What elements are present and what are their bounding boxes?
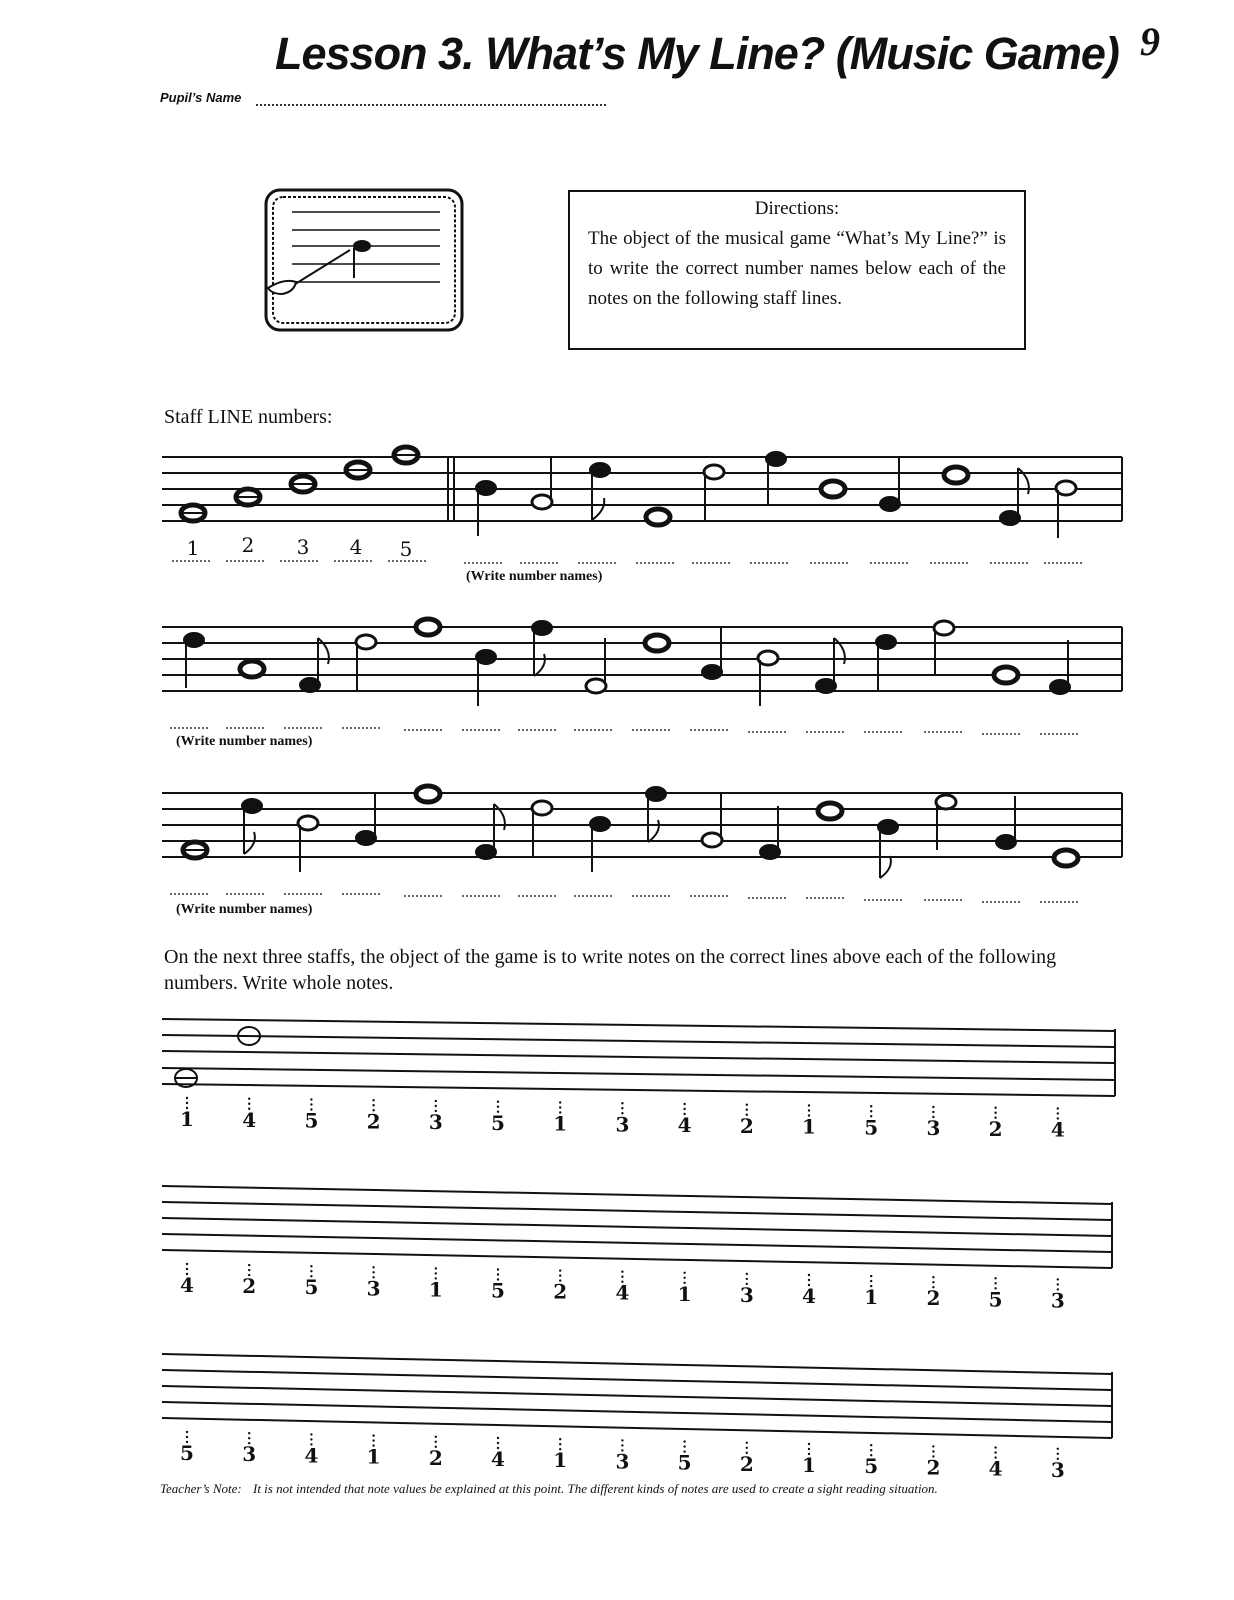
line-number-labels [187, 533, 413, 561]
number-guide-dot [994, 1446, 996, 1448]
number-guide-dot [1057, 1112, 1059, 1114]
answer-blanks[interactable] [172, 561, 1084, 563]
number-guide-dot [808, 1443, 810, 1445]
number-guide-dot [559, 1269, 561, 1271]
target-line-number: 3 [366, 1276, 381, 1301]
number-guide-dot [932, 1106, 934, 1108]
directions-box [568, 190, 1026, 350]
example-notes [181, 447, 418, 521]
target-line-number: 2 [739, 1451, 754, 1476]
target-line-number: 2 [739, 1113, 754, 1138]
target-line-number: 1 [677, 1281, 692, 1306]
number-guide-dot [248, 1432, 250, 1434]
target-line-number: 4 [677, 1113, 692, 1137]
number-guide-dot [870, 1110, 872, 1112]
target-line-number: 3 [739, 1282, 754, 1307]
number-guide-dot [372, 1266, 374, 1268]
number-guide-dot [994, 1282, 996, 1284]
number-guide-dot [808, 1279, 810, 1281]
number-guide-dot [870, 1444, 872, 1446]
line-number: 5 [399, 537, 413, 561]
number-guide-dot [1057, 1107, 1059, 1109]
write-number-names-caption: (Write number names) [176, 902, 313, 917]
target-line-number: 2 [926, 1455, 941, 1478]
number-guide-dot [497, 1437, 499, 1439]
target-line-number: 4 [802, 1284, 816, 1308]
number-guide-dot [746, 1447, 748, 1449]
number-guide-dot [808, 1448, 810, 1450]
teacher-note-label: Teacher’s Note: [160, 1481, 242, 1496]
writing-staff-1[interactable] [160, 1012, 1130, 1142]
target-line-number: 5 [304, 1108, 319, 1133]
number-guide-dot [248, 1098, 250, 1100]
target-line-number: 4 [615, 1280, 630, 1305]
number-guide-dot [746, 1278, 748, 1280]
number-guide-dot [186, 1097, 188, 1099]
line-number: 2 [241, 533, 255, 557]
number-guide-dot [994, 1277, 996, 1279]
number-guide-dot [186, 1268, 188, 1270]
target-line-number: 3 [428, 1110, 443, 1134]
target-line-number: 1 [428, 1277, 443, 1302]
number-guide-dot [621, 1276, 623, 1278]
number-guide-dot [683, 1277, 685, 1279]
number-guide-dot [310, 1265, 312, 1267]
target-line-number: 3 [242, 1442, 257, 1467]
target-line-number: 1 [802, 1114, 816, 1139]
number-guide-dot [994, 1107, 996, 1109]
number-guide-dot [248, 1103, 250, 1105]
number-guide-dot [683, 1272, 685, 1274]
number-guide-dot [435, 1100, 437, 1102]
number-guide-dot [372, 1434, 374, 1436]
line-number: 3 [296, 535, 310, 559]
target-line-number: 4 [242, 1107, 257, 1132]
staff-line-numbers-label: Staff LINE numbers: [164, 406, 333, 428]
number-guide-dot [497, 1273, 499, 1275]
number-guide-dot [559, 1443, 561, 1445]
writing-staff-3[interactable] [160, 1348, 1130, 1478]
number-guide-dot [683, 1103, 685, 1105]
number-guide-dot [621, 1271, 623, 1273]
writing-staff-2[interactable] [160, 1178, 1130, 1308]
write-number-names-caption: (Write number names) [176, 734, 313, 749]
number-guide-dot [621, 1107, 623, 1109]
line-number: 1 [186, 536, 200, 560]
number-guide-dot [994, 1112, 996, 1114]
number-guide-dot [808, 1274, 810, 1276]
number-guide-dot [186, 1431, 188, 1433]
number-guide-dot [497, 1106, 499, 1108]
chalkboard-illustration [262, 186, 468, 336]
number-guide-dot [1057, 1283, 1059, 1285]
number-guide-dot [621, 1102, 623, 1104]
target-line-number: 1 [802, 1453, 816, 1477]
number-guide-dot [932, 1276, 934, 1278]
number-guide-dot [1057, 1278, 1059, 1280]
target-line-number: 4 [304, 1443, 319, 1468]
number-guide-dot [559, 1101, 561, 1103]
target-line-number: 3 [615, 1449, 630, 1474]
number-guide-dot [870, 1449, 872, 1451]
number-guide-dot [435, 1267, 437, 1269]
directions-title: Directions: [754, 198, 840, 219]
target-line-number: 5 [864, 1454, 879, 1478]
section2-instructions: On the next three staffs, the object of the game is to write notes on the correct lines above each of the following numbers. Write whole notes. [164, 946, 1057, 994]
directions-text: The object of the musical game “What’s My Line?” is to write the correct number names below each of the notes on the following staff lines. [588, 228, 1006, 309]
number-guide-dot [497, 1442, 499, 1444]
number-guide-dot [683, 1440, 685, 1442]
number-guide-dot [808, 1104, 810, 1106]
number-guide-dot [435, 1436, 437, 1438]
pupil-name-field[interactable] [256, 104, 606, 106]
number-guide-dot [621, 1439, 623, 1441]
number-guide-dot [808, 1109, 810, 1111]
target-line-number: 3 [1050, 1457, 1065, 1478]
target-line-number: 5 [491, 1278, 505, 1303]
number-guide-dot [932, 1281, 934, 1283]
number-guide-dot [870, 1105, 872, 1107]
target-line-number: 1 [864, 1285, 879, 1308]
number-guide-dot [746, 1109, 748, 1111]
number-guide-dot [497, 1268, 499, 1270]
number-guide-dot [870, 1280, 872, 1282]
number-guide-dot [310, 1103, 312, 1105]
reading-staff-1 [160, 440, 1130, 580]
target-line-number: 4 [180, 1273, 194, 1297]
number-guide-dot [621, 1444, 623, 1446]
number-guide-dot [870, 1275, 872, 1277]
target-line-number: 5 [491, 1110, 505, 1135]
target-line-number: 5 [304, 1275, 319, 1300]
target-line-number: 4 [491, 1447, 505, 1471]
number-guide-dot [248, 1269, 250, 1271]
target-line-number: 3 [926, 1116, 941, 1140]
target-line-number: 1 [553, 1448, 568, 1473]
teacher-note-text: It is not intended that note values be explained at this point. The different kinds of notes are used to create a sight reading situation. [252, 1481, 938, 1496]
number-guide-dot [559, 1274, 561, 1276]
number-guide-dot [994, 1451, 996, 1453]
target-line-number: 4 [1050, 1117, 1065, 1142]
page-number: 9 [1140, 19, 1160, 64]
target-line-number: 5 [180, 1441, 194, 1465]
number-guide-dot [683, 1108, 685, 1110]
reading-staff-2 [160, 610, 1130, 742]
number-guide-dot [932, 1111, 934, 1113]
line-number: 4 [349, 535, 363, 559]
number-guide-dot [932, 1445, 934, 1447]
number-guide-dot [372, 1104, 374, 1106]
target-line-number: 1 [553, 1111, 568, 1136]
number-guide-dot [435, 1105, 437, 1107]
number-guide-dot [310, 1270, 312, 1272]
target-line-number: 4 [988, 1456, 1003, 1478]
pupil-name-label: Pupil’s Name [160, 90, 242, 105]
number-guide-dot [186, 1102, 188, 1104]
number-guide-dot [310, 1433, 312, 1435]
number-guide-dot [186, 1263, 188, 1265]
target-line-number: 2 [242, 1274, 257, 1299]
teacher-note [160, 1480, 1120, 1498]
number-guide-dot [310, 1438, 312, 1440]
number-guide-dot [435, 1441, 437, 1443]
number-guide-dot [372, 1271, 374, 1273]
number-guide-dot [746, 1442, 748, 1444]
number-guide-dot [746, 1104, 748, 1106]
write-number-names-caption: (Write number names) [466, 569, 603, 584]
answer-blanks[interactable] [170, 894, 1080, 902]
number-guide-dot [559, 1106, 561, 1108]
number-guide-dot [186, 1436, 188, 1438]
number-guide-dot [248, 1264, 250, 1266]
target-line-number: 3 [615, 1112, 630, 1137]
page-title: Lesson 3. What’s My Line? (Music Game) [275, 28, 1119, 79]
number-guide-dot [372, 1439, 374, 1441]
target-line-number: 3 [1050, 1288, 1065, 1308]
target-line-number: 2 [428, 1445, 443, 1470]
target-line-number: 5 [677, 1450, 692, 1475]
number-guide-dot [932, 1450, 934, 1452]
number-guide-dot [248, 1437, 250, 1439]
target-line-number: 2 [366, 1109, 381, 1134]
target-line-number: 5 [864, 1115, 879, 1140]
number-guide-dot [497, 1101, 499, 1103]
reading-staff-3 [160, 776, 1130, 910]
target-line-number: 1 [180, 1107, 194, 1131]
number-guide-dot [310, 1098, 312, 1100]
number-guide-dot [372, 1099, 374, 1101]
target-line-number: 5 [988, 1287, 1003, 1308]
number-guide-dot [746, 1273, 748, 1275]
number-guide-dot [435, 1272, 437, 1274]
number-guide-dot [1057, 1448, 1059, 1450]
target-line-number: 1 [366, 1444, 381, 1469]
target-line-number: 2 [553, 1279, 568, 1304]
target-line-number: 2 [926, 1286, 941, 1308]
number-guide-dot [683, 1445, 685, 1447]
number-guide-dot [1057, 1453, 1059, 1455]
target-line-number: 2 [988, 1116, 1003, 1141]
number-guide-dot [559, 1438, 561, 1440]
